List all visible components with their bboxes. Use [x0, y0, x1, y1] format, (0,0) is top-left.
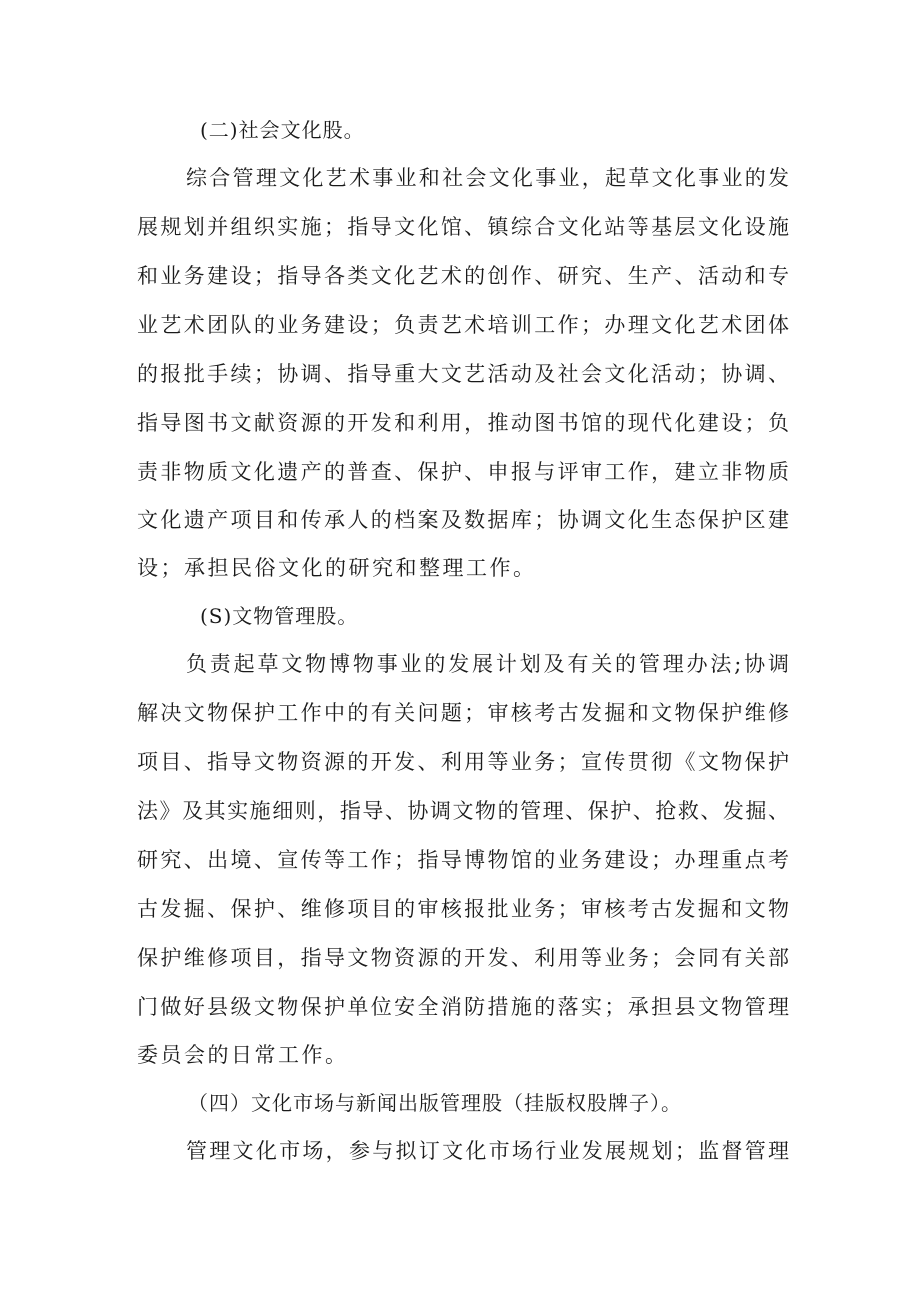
paragraph-line: 项目、指导文物资源的开发、利用等业务；宣传贯彻《文物保护 — [137, 750, 789, 774]
paragraph-line: 管理文化市场，参与拟订文化市场行业发展规划；监督管理 — [186, 1139, 789, 1163]
paragraph-line: 保护维修项目，指导文物资源的开发、利用等业务；会同有关部 — [137, 946, 789, 970]
paragraph-line: 法》及其实施细则，指导、协调文物的管理、保护、抢救、发掘、 — [137, 799, 789, 823]
paragraph-line: 展规划并组织实施；指导文化馆、镇综合文化站等基层文化设施 — [137, 215, 789, 239]
paragraph-line-last: 设；承担民俗文化的研究和整理工作。 — [137, 556, 537, 580]
paragraph-line: 的报批手续；协调、指导重大文艺活动及社会文化活动；协调、 — [137, 362, 789, 386]
paragraph-line: 研究、出境、宣传等工作；指导博物馆的业务建设；办理重点考 — [137, 848, 789, 872]
paragraph-line: 责非物质文化遗产的普查、保护、申报与评审工作，建立非物质 — [137, 460, 789, 484]
paragraph-line: 古发掘、保护、维修项目的审核报批业务；审核考古发掘和文物 — [137, 897, 789, 921]
section-heading-social-culture: (二)社会文化股。 — [200, 118, 365, 142]
paragraph-line: 业艺术团队的业务建设；负责艺术培训工作；办理文化艺术团体 — [137, 313, 789, 337]
paragraph-line: 和业务建设；指导各类文化艺术的创作、研究、生产、活动和专 — [137, 264, 789, 288]
paragraph-line-last: 委员会的日常工作。 — [137, 1043, 349, 1067]
section-heading-cultural-relics: (S)文物管理股。 — [200, 604, 359, 628]
paragraph-line: 解决文物保护工作中的有关问题；审核考古发掘和文物保护维修 — [137, 701, 789, 725]
paragraph-line: 文化遗产项目和传承人的档案及数据库；协调文化生态保护区建 — [137, 508, 789, 532]
paragraph-line: 负责起草文物博物事业的发展计划及有关的管理办法;协调 — [186, 652, 789, 676]
paragraph-line: 指导图书文献资源的开发和利用，推动图书馆的现代化建设；负 — [137, 411, 789, 435]
paragraph-line: 门做好县级文物保护单位安全消防措施的落实；承担县文物管理 — [137, 995, 789, 1019]
section-heading-cultural-market: （四）文化市场与新闻出版管理股（挂版权股牌子）。 — [188, 1091, 682, 1115]
paragraph-line: 综合管理文化艺术事业和社会文化事业，起草文化事业的发 — [186, 166, 789, 190]
